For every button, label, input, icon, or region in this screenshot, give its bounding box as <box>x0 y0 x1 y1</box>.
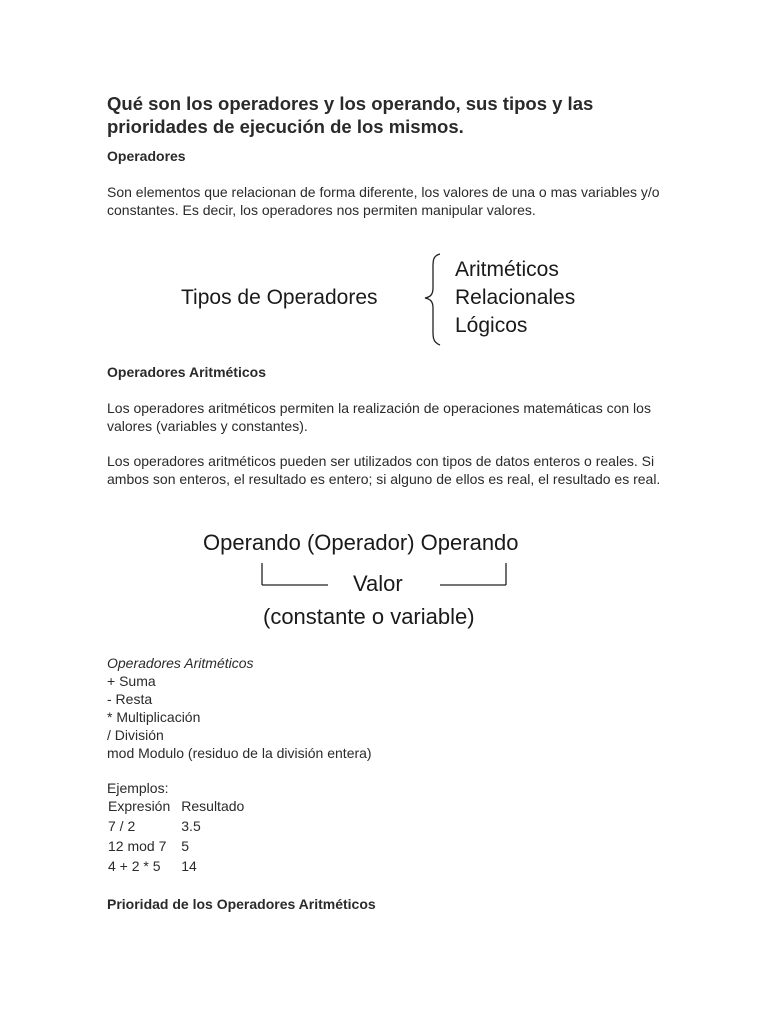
table-header-row <box>105 796 252 816</box>
operand-diagram-line2: Valor <box>353 571 403 596</box>
diagram-item-logicos: Lógicos <box>455 314 528 337</box>
operators-list <box>107 654 372 762</box>
diagram-item-relacionales: Relacionales <box>455 286 576 309</box>
section-heading-prioridad: Prioridad de los Operadores Aritméticos <box>107 896 376 912</box>
table-cell: 3.5 <box>181 818 201 834</box>
list-item: - Resta <box>107 691 153 707</box>
operand-diagram-line1: Operando (Operador) Operando <box>203 530 519 555</box>
examples-table <box>105 796 252 876</box>
table-row <box>105 856 252 876</box>
list-item: * Multiplicación <box>107 709 201 725</box>
section-heading-operadores: Operadores <box>107 148 186 164</box>
table-cell: 7 / 2 <box>108 818 136 834</box>
diagram-label: Tipos de Operadores <box>181 286 378 309</box>
table-row <box>105 816 252 836</box>
table-cell: 4 + 2 * 5 <box>108 858 161 874</box>
aritmeticos-paragraph-2: Los operadores aritméticos pueden ser utilizados con tipos de datos enteros o reales. Si ambos son enteros, el resultado es entero; si alguno de ellos es real, el resultado es real. <box>107 453 661 487</box>
diagram-item-aritmeticos: Aritméticos <box>455 258 559 281</box>
operand-diagram-line3: (constante o variable) <box>263 604 475 629</box>
examples-label: Ejemplos: <box>107 780 169 796</box>
aritmeticos-paragraph-1: Los operadores aritméticos permiten la realización de operaciones matemáticas con los valores (variables y constantes). <box>107 400 651 434</box>
table-header-cell: Expresión <box>108 798 171 814</box>
table-header-cell: Resultado <box>181 798 245 814</box>
list-item: mod Modulo (residuo de la división entera) <box>107 745 372 761</box>
operators-list-heading: Operadores Aritméticos <box>107 655 254 671</box>
table-cell: 12 mod 7 <box>108 838 167 854</box>
table-row <box>105 836 252 856</box>
table-cell: 14 <box>181 858 197 874</box>
list-item: / División <box>107 727 164 743</box>
list-item: + Suma <box>107 673 156 689</box>
section-heading-aritmeticos: Operadores Aritméticos <box>107 364 266 380</box>
table-cell: 5 <box>181 838 190 854</box>
intro-paragraph: Son elementos que relacionan de forma diferente, los valores de una o mas variables y/o constantes. Es decir, los operadores nos permiten manipular valores. <box>107 184 660 218</box>
page-title: Qué son los operadores y los operando, sus tipos y las prioridades de ejecución de los mismos. <box>107 93 594 137</box>
